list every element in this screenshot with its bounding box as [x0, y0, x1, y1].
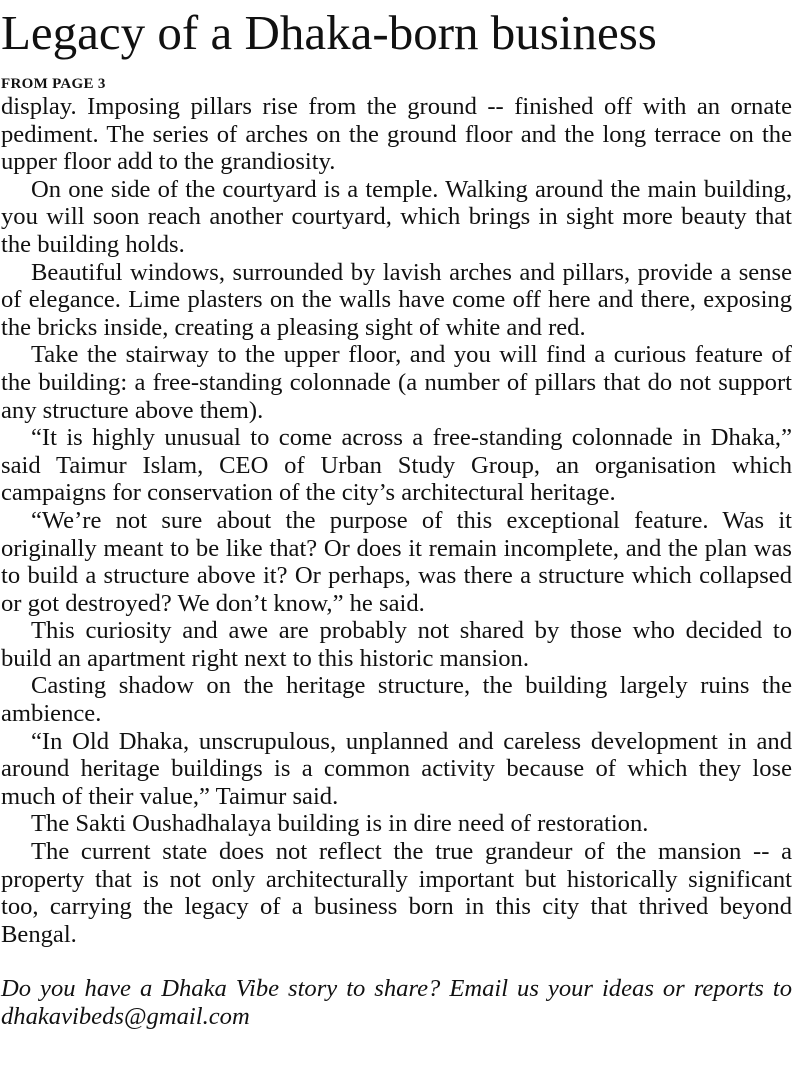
article-body: [1, 93, 792, 948]
closing-note: Do you have a Dhaka Vibe story to share? Email us your ideas or reports to dhakavibeds@gmail.com: [1, 975, 792, 1030]
paragraph: Beautiful windows, surrounded by lavish arches and pillars, provide a sense of elegance. Lime plasters on the walls have come off here and there, exposing the bricks inside, creating a pleasing sight of white and red.: [1, 258, 792, 341]
paragraph: Casting shadow on the heritage structure, the building largely ruins the ambience.: [1, 672, 792, 728]
jump-line: FROM PAGE 3: [1, 76, 106, 92]
paragraph: “In Old Dhaka, unscrupulous, unplanned and careless development in and around heritage buildings is a common activity because of which they lose much of their value,” Taimur said.: [1, 727, 792, 810]
paragraph: On one side of the courtyard is a temple. Walking around the main building, you will soon reach another courtyard, which brings in sight more beauty that the building holds.: [1, 175, 792, 258]
paragraph: The current state does not reflect the true grandeur of the mansion -- a property that is not only architecturally important but historically significant too, carrying the legacy of a business born in this city that thrived beyond Bengal.: [1, 838, 792, 948]
paragraph: display. Imposing pillars rise from the ground -- finished off with an ornate pediment. The series of arches on the ground floor and the long terrace on the upper floor add to the grandiosity.: [1, 93, 792, 176]
paragraph: “It is highly unusual to come across a free-standing colonnade in Dhaka,” said Taimur Islam, CEO of Urban Study Group, an organisation which campaigns for conservation of the city’s architectural heritage.: [1, 424, 792, 507]
paragraph: The Sakti Oushadhalaya building is in dire need of restoration.: [31, 810, 649, 838]
headline: Legacy of a Dhaka-born business: [1, 5, 657, 60]
paragraph: “We’re not sure about the purpose of this exceptional feature. Was it originally meant to be like that? Or does it remain incomplete, and the plan was to build a structure above it? Or perhaps, was there a structure which collapsed or got destroyed? We don’t know,” he said.: [1, 506, 792, 617]
paragraph: This curiosity and awe are probably not shared by those who decided to build an apartment right next to this historic mansion.: [1, 617, 792, 672]
paragraph: Take the stairway to the upper floor, and you will find a curious feature of the building: a free-standing colonnade (a number of pillars that do not support any structure above them).: [1, 341, 792, 424]
